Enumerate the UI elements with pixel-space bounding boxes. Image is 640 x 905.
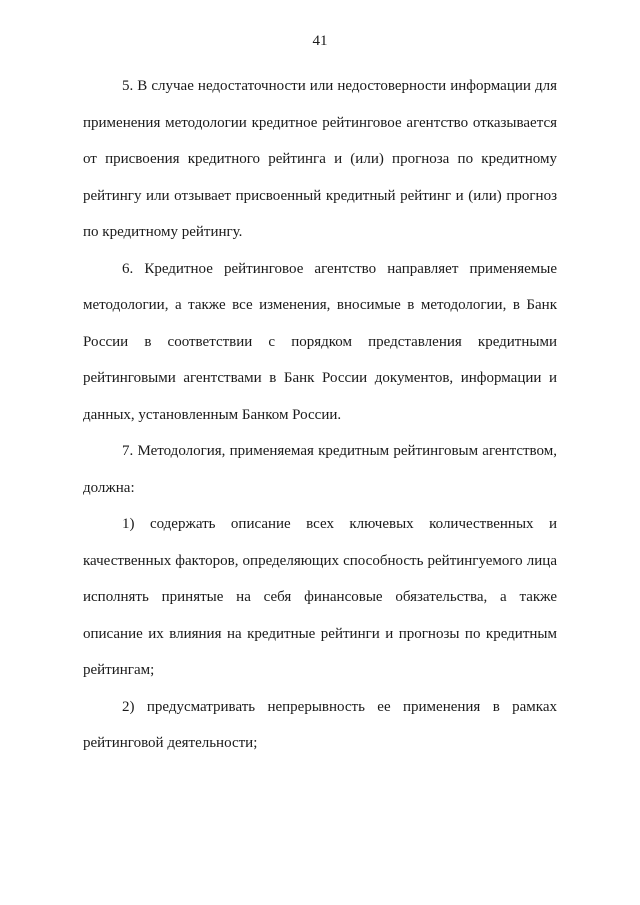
page-number: 41: [312, 33, 328, 49]
paragraph-5: 5. В случае недостаточности или недостоверности информации для применения методологии кредитное рейтинговое агентство отказывается от присвоения кредитного рейтинга и (или) прогноза по кредитному рейтингу или отзывает присвоенный кредитный рейтинг и (или) прогноз по кредитному рейтингу.: [83, 78, 557, 240]
paragraph-7-item-1: 1) содержать описание всех ключевых количественных и качественных факторов, определяющих способность рейтингуемого лица исполнять принятые на себя финансовые обязательства, а также описание их влияния на кредитные рейтинги и прогнозы по кредитным рейтингам;: [83, 516, 557, 678]
document-body: [83, 68, 557, 762]
paragraph-7: 7. Методология, применяемая кредитным рейтинговым агентством, должна:: [83, 443, 557, 496]
paragraph-7-item-2: 2) предусматривать непрерывность ее применения в рамках рейтинговой деятельности;: [83, 698, 557, 751]
paragraph-6: 6. Кредитное рейтинговое агентство направляет применяемые методологии, а также все изменения, вносимые в методологии, в Банк России в соответствии с порядком представления кредитными рейтинговыми агентствами в Банк России документов, информации и данных, установленным Банком России.: [83, 260, 557, 423]
